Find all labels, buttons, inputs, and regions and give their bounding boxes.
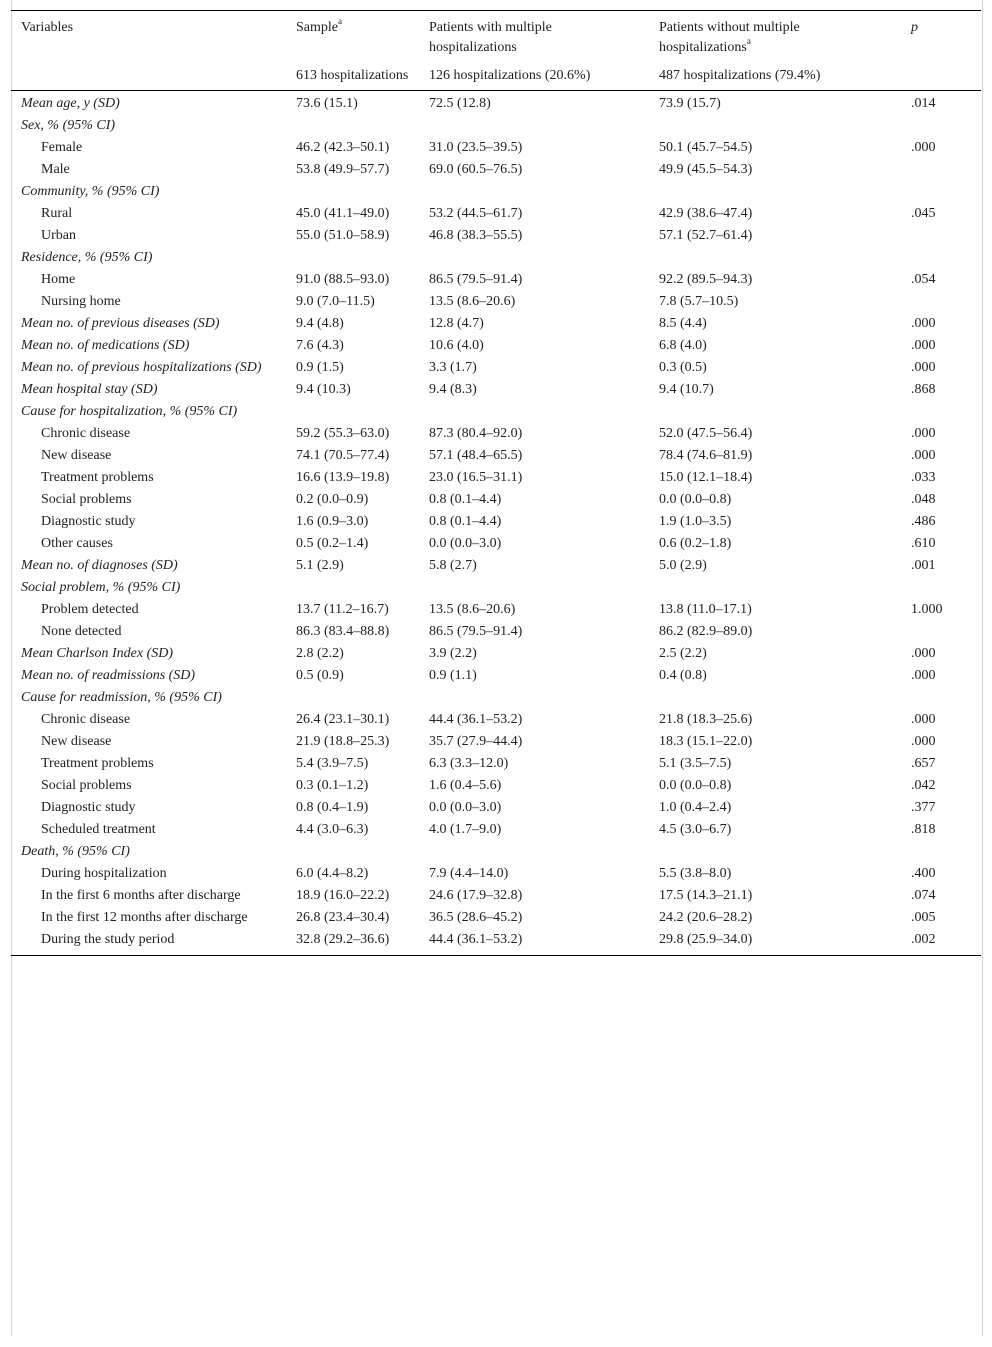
- cell-sample: 53.8 (49.9–57.7): [296, 162, 390, 177]
- cell-sample: 45.0 (41.1–49.0): [296, 206, 390, 221]
- cell-without: 29.8 (25.9–34.0): [659, 932, 753, 947]
- cell-without: 42.9 (38.6–47.4): [659, 206, 753, 221]
- row-label: Chronic disease: [41, 426, 131, 441]
- cell-p: .657: [911, 756, 936, 771]
- table-row: [11, 621, 981, 643]
- cell-p: .074: [911, 888, 936, 903]
- cell-sample: 0.8 (0.4–1.9): [296, 800, 369, 815]
- cell-p: .486: [911, 514, 936, 529]
- table-row: [11, 91, 981, 116]
- table-row: [11, 753, 981, 775]
- cell-p: .868: [911, 382, 936, 397]
- table-row: [11, 335, 981, 357]
- row-label: Social problems: [41, 492, 132, 507]
- row-label: Diagnostic study: [41, 800, 136, 815]
- cell-p: .610: [911, 536, 936, 551]
- table-row: [11, 709, 981, 731]
- table-row: [11, 247, 981, 269]
- cell-p: .014: [911, 96, 936, 111]
- cell-sample: 9.4 (4.8): [296, 316, 344, 331]
- row-label: Chronic disease: [41, 712, 131, 727]
- cell-sample: 13.7 (11.2–16.7): [296, 602, 389, 617]
- cell-multiple: 69.0 (60.5–76.5): [429, 162, 523, 177]
- cell-multiple: 44.4 (36.1–53.2): [429, 932, 523, 947]
- cell-without: [649, 577, 901, 599]
- cell-multiple: 53.2 (44.5–61.7): [429, 206, 523, 221]
- cell-multiple: 87.3 (80.4–92.0): [429, 426, 523, 441]
- row-label: Scheduled treatment: [41, 822, 156, 837]
- table-row: [11, 137, 981, 159]
- header-sample: Sample$^a$: [286, 11, 419, 59]
- cell-without: 4.5 (3.0–6.7): [659, 822, 732, 837]
- table-row: [11, 467, 981, 489]
- cell-multiple: 4.0 (1.7–9.0): [429, 822, 502, 837]
- cell-multiple: 0.0 (0.0–3.0): [429, 800, 502, 815]
- row-label: Sex, % (95% CI): [21, 118, 116, 133]
- cell-multiple: 5.8 (2.7): [429, 558, 477, 573]
- table-row: [11, 577, 981, 599]
- row-label: Social problems: [41, 778, 132, 793]
- row-label: Death, % (95% CI): [21, 844, 130, 859]
- row-label: Mean no. of previous diseases (SD): [21, 316, 220, 331]
- row-label: Treatment problems: [41, 470, 154, 485]
- row-label: Urban: [41, 228, 76, 243]
- cell-multiple: 10.6 (4.0): [429, 338, 484, 353]
- cell-sample: 55.0 (51.0–58.9): [296, 228, 390, 243]
- cell-multiple: 3.3 (1.7): [429, 360, 477, 375]
- table-row: [11, 599, 981, 621]
- cell-sample: 46.2 (42.3–50.1): [296, 140, 390, 155]
- cell-p: [901, 225, 981, 247]
- header-p: p: [901, 11, 981, 59]
- cell-multiple: 44.4 (36.1–53.2): [429, 712, 523, 727]
- cell-p: [901, 841, 981, 863]
- cell-sample: 21.9 (18.8–25.3): [296, 734, 390, 749]
- cell-multiple: 0.0 (0.0–3.0): [429, 536, 502, 551]
- cell-p: .000: [911, 338, 936, 353]
- cell-multiple: [419, 687, 649, 709]
- cell-sample: 9.4 (10.3): [296, 382, 351, 397]
- cell-sample: [286, 401, 419, 423]
- row-label: Diagnostic study: [41, 514, 136, 529]
- cell-without: 78.4 (74.6–81.9): [659, 448, 753, 463]
- cell-multiple: 86.5 (79.5–91.4): [429, 624, 523, 639]
- table-row: [11, 555, 981, 577]
- cell-sample: [286, 115, 419, 137]
- cell-without: 0.4 (0.8): [659, 668, 707, 683]
- cell-sample: 32.8 (29.2–36.6): [296, 932, 390, 947]
- cell-p: [901, 181, 981, 203]
- footnote-marker: a: [338, 16, 342, 27]
- cell-without: 0.0 (0.0–0.8): [659, 492, 732, 507]
- cell-multiple: [419, 841, 649, 863]
- cell-p: .000: [911, 316, 936, 331]
- row-label: Treatment problems: [41, 756, 154, 771]
- cell-sample: 0.9 (1.5): [296, 360, 344, 375]
- cell-without: 24.2 (20.6–28.2): [659, 910, 753, 925]
- cell-multiple: 12.8 (4.7): [429, 316, 484, 331]
- cell-without: [649, 687, 901, 709]
- cell-p: .000: [911, 734, 936, 749]
- header-row: [11, 11, 981, 59]
- cell-sample: [286, 181, 419, 203]
- cell-multiple: [419, 115, 649, 137]
- table-row: [11, 533, 981, 555]
- cell-without: 5.1 (3.5–7.5): [659, 756, 732, 771]
- table-row: [11, 357, 981, 379]
- cell-sample: 1.6 (0.9–3.0): [296, 514, 369, 529]
- row-label: New disease: [41, 448, 112, 463]
- cell-p: .818: [911, 822, 936, 837]
- cell-sample: 16.6 (13.9–19.8): [296, 470, 390, 485]
- characteristics-table: [11, 10, 981, 956]
- table-row: [11, 731, 981, 753]
- row-label: Mean no. of previous hospitalizations (SD): [21, 360, 262, 375]
- cell-p: .000: [911, 712, 936, 727]
- row-label: None detected: [41, 624, 122, 639]
- cell-sample: 7.6 (4.3): [296, 338, 344, 353]
- cell-sample: 0.3 (0.1–1.2): [296, 778, 369, 793]
- cell-p: .002: [911, 932, 936, 947]
- cell-sample: 2.8 (2.2): [296, 646, 344, 661]
- cell-p: [901, 291, 981, 313]
- cell-without: 9.4 (10.7): [659, 382, 714, 397]
- cell-p: .000: [911, 668, 936, 683]
- table-row: [11, 445, 981, 467]
- table-row: [11, 775, 981, 797]
- cell-multiple: [419, 401, 649, 423]
- row-label: Cause for hospitalization, % (95% CI): [21, 404, 238, 419]
- row-label: Residence, % (95% CI): [21, 250, 153, 265]
- cell-p: .048: [911, 492, 936, 507]
- cell-without: 17.5 (14.3–21.1): [659, 888, 753, 903]
- cell-sample: 26.4 (23.1–30.1): [296, 712, 390, 727]
- header-without-n: 487 hospitalizations (79.4%): [649, 58, 901, 91]
- cell-sample: 9.0 (7.0–11.5): [296, 294, 375, 309]
- cell-without: 8.5 (4.4): [659, 316, 707, 331]
- table-row: [11, 269, 981, 291]
- footnote-marker: a: [746, 36, 751, 47]
- cell-sample: 0.2 (0.0–0.9): [296, 492, 369, 507]
- cell-sample: 59.2 (55.3–63.0): [296, 426, 390, 441]
- row-label: Nursing home: [41, 294, 121, 309]
- header-sample-n: 613 hospitalizations: [286, 58, 419, 91]
- row-label: Mean Charlson Index (SD): [21, 646, 174, 661]
- cell-multiple: 3.9 (2.2): [429, 646, 477, 661]
- table-row: [11, 511, 981, 533]
- cell-sample: 5.4 (3.9–7.5): [296, 756, 369, 771]
- table-row: [11, 225, 981, 247]
- cell-p: [901, 115, 981, 137]
- row-label: Rural: [41, 206, 73, 221]
- table-row: [11, 423, 981, 445]
- cell-without: 57.1 (52.7–61.4): [659, 228, 753, 243]
- cell-multiple: 9.4 (8.3): [429, 382, 477, 397]
- table-row: [11, 115, 981, 137]
- cell-p: .054: [911, 272, 936, 287]
- cell-without: 0.3 (0.5): [659, 360, 707, 375]
- table-row: [11, 401, 981, 423]
- cell-p: .033: [911, 470, 936, 485]
- cell-without: [649, 115, 901, 137]
- header-multiple-n: 126 hospitalizations (20.6%): [419, 58, 649, 91]
- cell-p: .000: [911, 448, 936, 463]
- cell-p: 1.000: [911, 602, 943, 617]
- table-row: [11, 841, 981, 863]
- row-label: In the first 12 months after discharge: [41, 910, 248, 925]
- cell-p: [901, 621, 981, 643]
- cell-p: [901, 159, 981, 181]
- cell-without: 15.0 (12.1–18.4): [659, 470, 753, 485]
- header-without-multiple: Patients without multiple hospitalizations$^a$: [649, 11, 901, 59]
- cell-p: [901, 247, 981, 269]
- row-label: Mean hospital stay (SD): [21, 382, 158, 397]
- cell-p: .377: [911, 800, 936, 815]
- cell-without: 21.8 (18.3–25.6): [659, 712, 753, 727]
- cell-multiple: 72.5 (12.8): [429, 96, 491, 111]
- cell-sample: 5.1 (2.9): [296, 558, 344, 573]
- row-label: Other causes: [41, 536, 113, 551]
- cell-without: 6.8 (4.0): [659, 338, 707, 353]
- row-label: Problem detected: [41, 602, 139, 617]
- table-row: [11, 907, 981, 929]
- table-row: [11, 379, 981, 401]
- cell-p: .005: [911, 910, 936, 925]
- cell-p: .042: [911, 778, 936, 793]
- cell-without: 1.9 (1.0–3.5): [659, 514, 732, 529]
- table-row: [11, 181, 981, 203]
- cell-p: [901, 687, 981, 709]
- cell-without: 2.5 (2.2): [659, 646, 707, 661]
- row-label: Community, % (95% CI): [21, 184, 160, 199]
- row-label: Mean no. of readmissions (SD): [21, 668, 196, 683]
- cell-sample: 6.0 (4.4–8.2): [296, 866, 369, 881]
- row-label: In the first 6 months after discharge: [41, 888, 241, 903]
- cell-sample: [286, 841, 419, 863]
- cell-without: 49.9 (45.5–54.3): [659, 162, 753, 177]
- cell-p: [901, 577, 981, 599]
- cell-p: [901, 401, 981, 423]
- cell-p: .400: [911, 866, 936, 881]
- header-empty: [11, 58, 286, 91]
- cell-without: 50.1 (45.7–54.5): [659, 140, 753, 155]
- row-label: Mean age, y (SD): [21, 96, 120, 111]
- row-label: Home: [41, 272, 76, 287]
- row-label: Female: [41, 140, 83, 155]
- cell-multiple: 36.5 (28.6–45.2): [429, 910, 523, 925]
- cell-multiple: 0.8 (0.1–4.4): [429, 514, 502, 529]
- table-row: [11, 313, 981, 335]
- table-row: [11, 489, 981, 511]
- table-row: [11, 797, 981, 819]
- cell-without: [649, 841, 901, 863]
- cell-multiple: 31.0 (23.5–39.5): [429, 140, 523, 155]
- cell-multiple: [419, 247, 649, 269]
- cell-without: [649, 247, 901, 269]
- cell-p: .001: [911, 558, 936, 573]
- cell-sample: 4.4 (3.0–6.3): [296, 822, 369, 837]
- cell-multiple: 35.7 (27.9–44.4): [429, 734, 523, 749]
- cell-sample: [286, 687, 419, 709]
- cell-without: [649, 401, 901, 423]
- cell-without: 5.5 (3.8–8.0): [659, 866, 732, 881]
- cell-without: 86.2 (82.9–89.0): [659, 624, 753, 639]
- row-label: New disease: [41, 734, 112, 749]
- table-row: [11, 159, 981, 181]
- cell-without: 92.2 (89.5–94.3): [659, 272, 753, 287]
- cell-without: 5.0 (2.9): [659, 558, 707, 573]
- row-label: Cause for readmission, % (95% CI): [21, 690, 222, 705]
- row-label: Social problem, % (95% CI): [21, 580, 181, 595]
- cell-p: .000: [911, 140, 936, 155]
- cell-without: 18.3 (15.1–22.0): [659, 734, 753, 749]
- header-variables: Variables: [11, 11, 286, 59]
- cell-multiple: 1.6 (0.4–5.6): [429, 778, 502, 793]
- cell-sample: 73.6 (15.1): [296, 96, 358, 111]
- cell-sample: 0.5 (0.2–1.4): [296, 536, 369, 551]
- cell-multiple: [419, 577, 649, 599]
- cell-sample: 91.0 (88.5–93.0): [296, 272, 390, 287]
- cell-sample: 26.8 (23.4–30.4): [296, 910, 390, 925]
- cell-p: .045: [911, 206, 936, 221]
- cell-multiple: 7.9 (4.4–14.0): [429, 866, 509, 881]
- cell-without: 13.8 (11.0–17.1): [659, 602, 752, 617]
- cell-multiple: 86.5 (79.5–91.4): [429, 272, 523, 287]
- cell-multiple: 6.3 (3.3–12.0): [429, 756, 509, 771]
- row-label: Mean no. of medications (SD): [21, 338, 190, 353]
- table-row: [11, 643, 981, 665]
- table-row: [11, 929, 981, 956]
- cell-sample: [286, 247, 419, 269]
- cell-multiple: 13.5 (8.6–20.6): [429, 294, 516, 309]
- row-label: Male: [41, 162, 70, 177]
- table-row: [11, 819, 981, 841]
- cell-without: 1.0 (0.4–2.4): [659, 800, 732, 815]
- cell-without: 7.8 (5.7–10.5): [659, 294, 739, 309]
- table-row: [11, 863, 981, 885]
- cell-multiple: 57.1 (48.4–65.5): [429, 448, 523, 463]
- table-row: [11, 291, 981, 313]
- cell-sample: 86.3 (83.4–88.8): [296, 624, 390, 639]
- cell-p: .000: [911, 426, 936, 441]
- row-label: During hospitalization: [41, 866, 167, 881]
- row-label: During the study period: [41, 932, 175, 947]
- cell-p: .000: [911, 360, 936, 375]
- cell-p: .000: [911, 646, 936, 661]
- table-body: [11, 91, 981, 956]
- cell-without: 52.0 (47.5–56.4): [659, 426, 753, 441]
- cell-sample: 0.5 (0.9): [296, 668, 344, 683]
- table-row: [11, 665, 981, 687]
- cell-sample: [286, 577, 419, 599]
- cell-sample: 74.1 (70.5–77.4): [296, 448, 390, 463]
- cell-multiple: 23.0 (16.5–31.1): [429, 470, 523, 485]
- header-empty: [901, 58, 981, 91]
- cell-without: 73.9 (15.7): [659, 96, 721, 111]
- cell-multiple: 0.9 (1.1): [429, 668, 477, 683]
- cell-without: [649, 181, 901, 203]
- cell-multiple: 0.8 (0.1–4.4): [429, 492, 502, 507]
- header-counts-row: [11, 58, 981, 91]
- table-row: [11, 885, 981, 907]
- cell-multiple: [419, 181, 649, 203]
- table-row: [11, 687, 981, 709]
- cell-multiple: 13.5 (8.6–20.6): [429, 602, 516, 617]
- cell-multiple: 46.8 (38.3–55.5): [429, 228, 523, 243]
- cell-multiple: 24.6 (17.9–32.8): [429, 888, 523, 903]
- cell-without: 0.6 (0.2–1.8): [659, 536, 732, 551]
- header-multiple: Patients with multiple hospitalizations: [419, 11, 649, 59]
- cell-sample: 18.9 (16.0–22.2): [296, 888, 390, 903]
- cell-without: 0.0 (0.0–0.8): [659, 778, 732, 793]
- table-row: [11, 203, 981, 225]
- row-label: Mean no. of diagnoses (SD): [21, 558, 178, 573]
